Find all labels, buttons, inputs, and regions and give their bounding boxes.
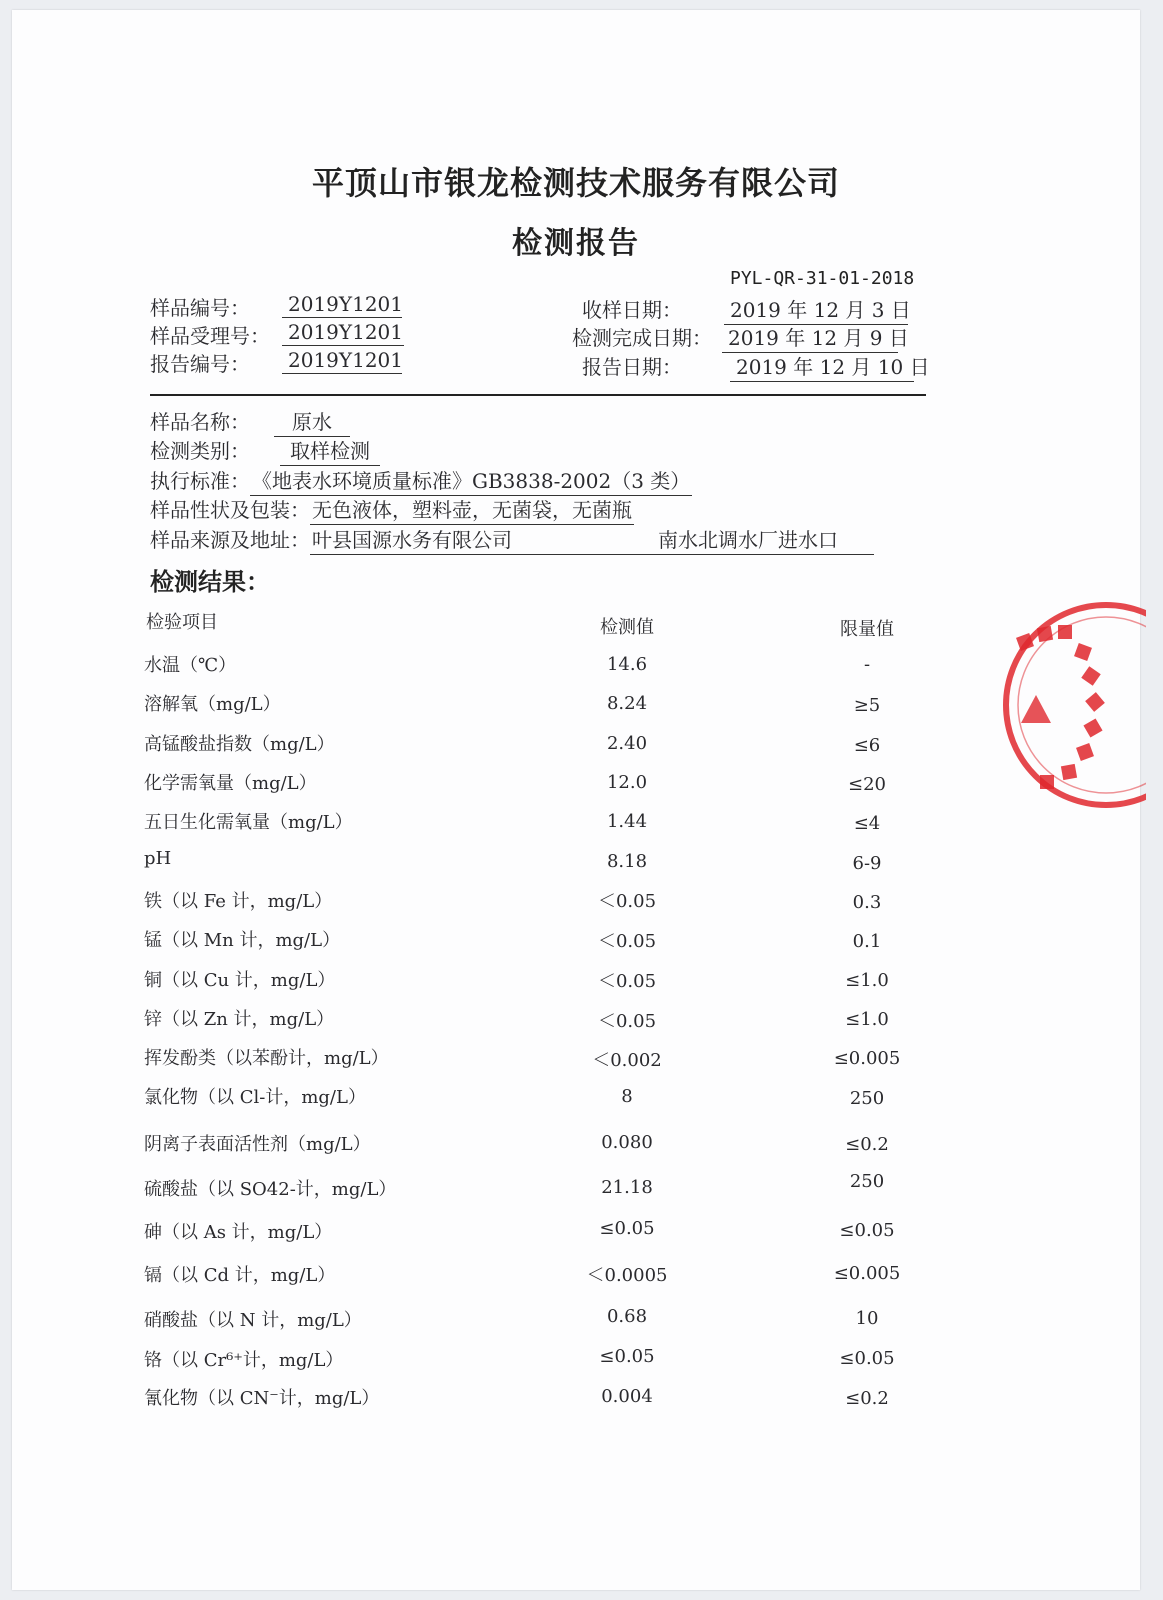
completed-date-value: 2019 年 12 月 9 日 (722, 322, 898, 353)
category-label: 检测类别： (150, 439, 250, 463)
result-item: 高锰酸盐指数（mg/L） (144, 734, 335, 755)
company-seal (996, 595, 1146, 815)
result-limit: ≤1.0 (845, 1009, 889, 1030)
result-item: 氯化物（以 Cl-计，mg/L） (144, 1087, 366, 1108)
completed-date-row (572, 322, 932, 350)
received-date-label: 收样日期： (582, 298, 682, 322)
sample-name-label: 样品名称： (150, 410, 250, 434)
result-limit: 10 (855, 1308, 879, 1329)
result-row (12, 769, 1140, 801)
result-item: 砷（以 As 计，mg/L） (144, 1222, 333, 1243)
result-limit: 250 (849, 1088, 885, 1109)
result-value: 0.080 (601, 1132, 653, 1153)
standard-value: 《地表水环境质量标准》GB3838-2002（3 类） (250, 465, 692, 496)
result-limit: ≤0.05 (839, 1220, 895, 1241)
result-value: 8.18 (606, 851, 648, 872)
result-row (12, 926, 1140, 958)
result-value: 0.68 (606, 1306, 648, 1327)
result-value: 12.0 (606, 772, 648, 793)
result-item: 铁（以 Fe 计，mg/L） (144, 891, 333, 912)
result-value: ＜0.0005 (586, 1265, 668, 1286)
document-code: PYL-QR-31-01-2018 (730, 268, 915, 289)
report-number-label: 报告编号： (150, 352, 250, 376)
result-row (12, 1130, 1140, 1162)
result-limit: ≤0.2 (845, 1388, 889, 1409)
result-limit: ≤0.05 (839, 1348, 895, 1369)
result-row (12, 808, 1140, 840)
result-row (12, 1005, 1140, 1037)
result-item: 五日生化需氧量（mg/L） (144, 812, 353, 833)
sample-number-row (150, 292, 550, 320)
result-limit: 0.1 (852, 931, 882, 952)
result-value: ≤0.05 (599, 1218, 655, 1239)
result-item: 镉（以 Cd 计，mg/L） (144, 1265, 336, 1286)
result-row (12, 1083, 1140, 1115)
result-row (12, 730, 1140, 762)
acceptance-number-value: 2019Y1201 (282, 320, 404, 346)
result-item: 硝酸盐（以 N 计，mg/L） (144, 1310, 362, 1331)
result-limit: 250 (849, 1171, 885, 1192)
source-address: 南水北调水厂进水口 (658, 528, 838, 552)
result-item: 溶解氧（mg/L） (144, 694, 281, 715)
received-date-row (572, 294, 932, 322)
sample-number-value: 2019Y1201 (282, 292, 402, 318)
result-item: 铬（以 Cr⁶⁺计，mg/L） (144, 1350, 344, 1371)
sample-name-row (150, 406, 350, 437)
header-divider (150, 394, 926, 396)
result-limit: 6-9 (852, 853, 882, 874)
result-limit: ≤6 (853, 735, 881, 756)
result-limit: ≤1.0 (845, 970, 889, 991)
result-limit: ≤4 (853, 813, 881, 834)
result-value: ＜0.05 (597, 891, 657, 912)
result-row (12, 1346, 1140, 1378)
packaging-label: 样品性状及包装： (150, 498, 310, 522)
report-number-value: 2019Y1201 (282, 348, 402, 374)
packaging-value: 无色液体，塑料壶，无菌袋，无菌瓶 (310, 494, 634, 525)
result-item: pH (144, 848, 172, 869)
result-value: ＜0.05 (597, 931, 657, 952)
column-header-value: 检测值 (600, 617, 654, 638)
column-header-item: 检验项目 (146, 612, 218, 633)
sample-number-label: 样品编号： (150, 296, 250, 320)
result-value: 21.18 (601, 1177, 653, 1198)
result-value: 8 (621, 1086, 633, 1107)
result-item: 化学需氧量（mg/L） (144, 773, 317, 794)
result-row (12, 1384, 1140, 1416)
source-company: 叶县国源水务有限公司 (312, 528, 512, 552)
category-value: 取样检测 (280, 435, 380, 466)
standard-row (150, 465, 692, 496)
completed-date-label: 检测完成日期： (572, 326, 712, 350)
result-row (12, 966, 1140, 998)
result-row (12, 690, 1140, 722)
result-limit: ≤0.005 (833, 1048, 901, 1069)
result-value: ≤0.05 (599, 1346, 655, 1367)
report-number-row (150, 348, 550, 376)
source-row (150, 524, 874, 555)
result-value: 8.24 (606, 693, 648, 714)
result-value: 2.40 (606, 733, 648, 754)
result-value: 0.004 (601, 1386, 653, 1407)
result-limit: ≤20 (848, 774, 886, 795)
category-row (150, 435, 380, 466)
company-name: 平顶山市银龙检测技术服务有限公司 (311, 164, 840, 202)
result-value: 1.44 (606, 811, 648, 832)
result-limit: 0.3 (852, 892, 882, 913)
result-row (12, 1171, 1140, 1207)
result-limit: ≤0.2 (845, 1134, 889, 1155)
packaging-row (150, 494, 634, 525)
result-value: 14.6 (606, 654, 648, 675)
result-item: 水温（℃） (144, 655, 237, 676)
result-value: ＜0.002 (592, 1050, 662, 1071)
source-value (310, 524, 874, 555)
report-title: 检测报告 (512, 226, 640, 261)
results-heading: 检测结果： (150, 568, 270, 596)
result-item: 铜（以 Cu 计，mg/L） (144, 970, 336, 991)
result-row (12, 1306, 1140, 1338)
source-label: 样品来源及地址： (150, 528, 310, 552)
report-date-row (572, 351, 932, 379)
result-limit: ≥5 (853, 695, 881, 716)
seal-graphic (996, 595, 1146, 815)
acceptance-number-row (150, 320, 550, 348)
result-row (12, 887, 1140, 919)
result-value: ＜0.05 (597, 971, 657, 992)
sample-name-value: 原水 (274, 406, 350, 437)
acceptance-number-label: 样品受理号： (150, 324, 270, 348)
result-value: ＜0.05 (597, 1011, 657, 1032)
received-date-value: 2019 年 12 月 3 日 (724, 294, 908, 325)
report-date-label: 报告日期： (582, 355, 682, 379)
result-item: 硫酸盐（以 SO42-计，mg/L） (144, 1179, 397, 1200)
result-limit: - (863, 654, 871, 675)
result-item: 锌（以 Zn 计，mg/L） (144, 1009, 335, 1030)
result-limit: ≤0.005 (833, 1263, 901, 1284)
result-row (12, 651, 1140, 683)
result-item: 挥发酚类（以苯酚计，mg/L） (144, 1048, 389, 1069)
result-item: 阴离子表面活性剂（mg/L） (144, 1134, 371, 1155)
column-header-limit: 限量值 (840, 619, 894, 640)
result-row (12, 1044, 1140, 1076)
result-row (12, 848, 1140, 880)
result-item: 锰（以 Mn 计，mg/L） (144, 930, 341, 951)
standard-label: 执行标准： (150, 469, 250, 493)
report-date-value: 2019 年 12 月 10 日 (730, 351, 914, 382)
report-page (12, 10, 1140, 1590)
result-item: 氰化物（以 CN⁻计，mg/L） (144, 1388, 380, 1409)
result-row (12, 1218, 1140, 1250)
result-row (12, 1261, 1140, 1293)
